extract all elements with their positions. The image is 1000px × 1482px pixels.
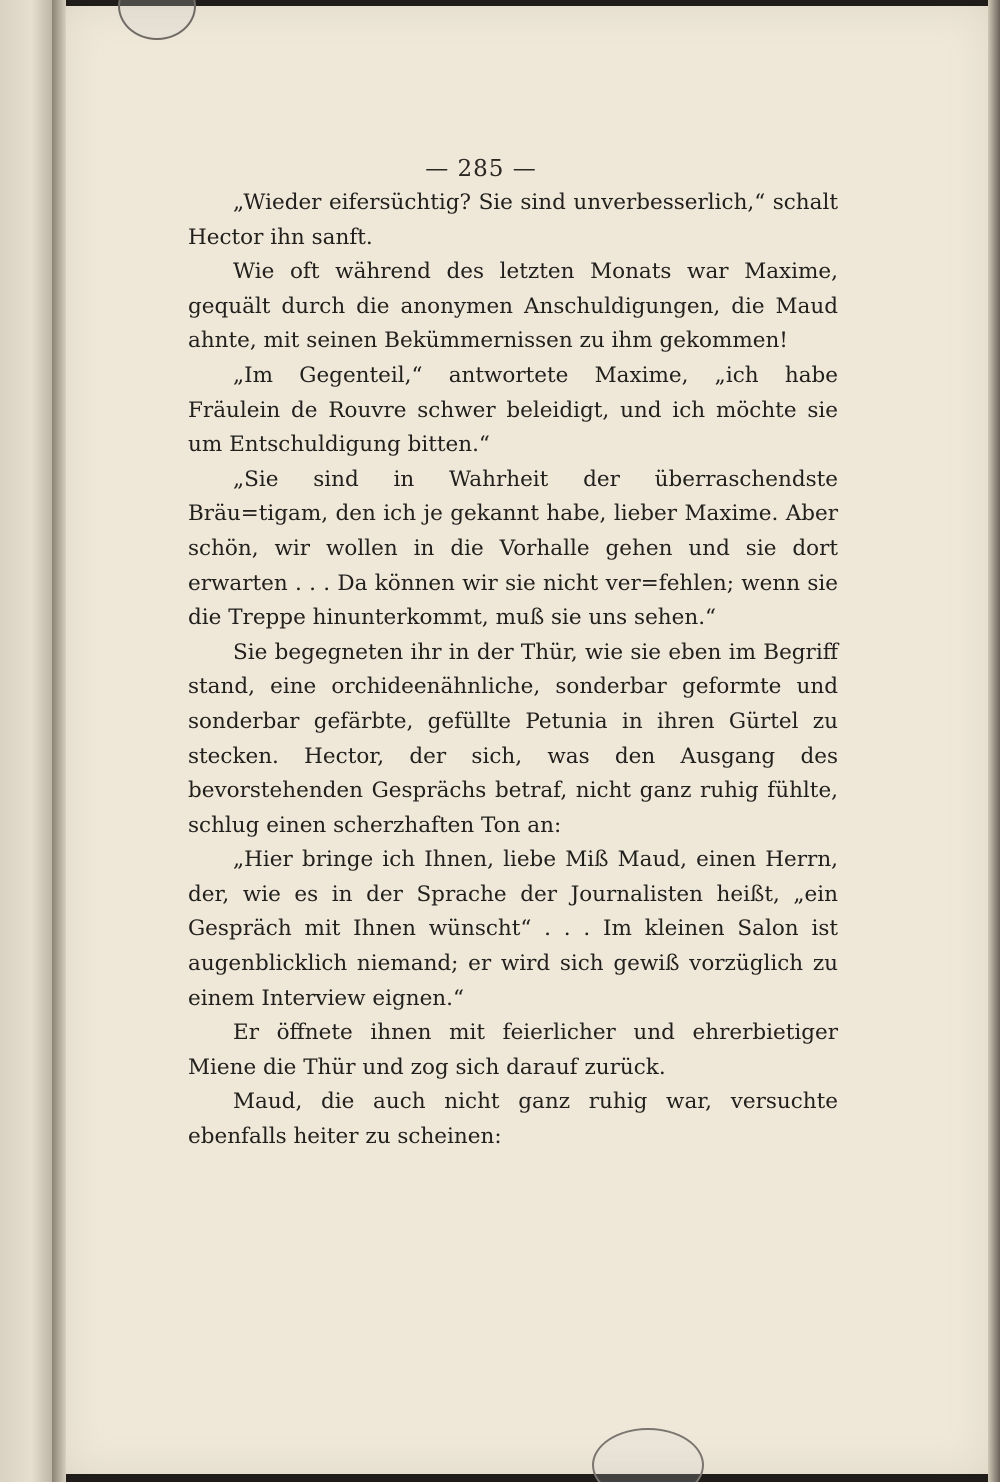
page-number: — 285 — bbox=[425, 156, 537, 182]
book-page bbox=[66, 6, 988, 1474]
paragraph: Maud, die auch nicht ganz ruhig war, versuchte ebenfalls heiter zu scheinen: bbox=[188, 1089, 838, 1150]
paragraph: Sie begegneten ihr in der Thür, wie sie eben im Begriff stand, eine orchideenähnliche, sonderbar geformte und sonderbar gefärbte, gefüllte Petunia in ihren Gürtel zu stecken. Hector, der sich, was den Ausgang des bevorstehenden Gesprächs betraf, nicht ganz ruhig fühlte, schlug einen scherzhaften Ton an: bbox=[188, 639, 838, 838]
paragraph: „Im Gegenteil,“ antwortete Maxime, „ich habe Fräulein de Rouvre schwer beleidigt, und ich möchte sie um Entschuldigung bitten.“ bbox=[188, 362, 838, 458]
paragraph: „Wieder eifersüchtig? Sie sind unverbesserlich,“ schalt Hector ihn sanft. bbox=[188, 190, 838, 250]
book-gutter bbox=[52, 0, 66, 1482]
paragraph: Er öffnete ihnen mit feierlicher und ehrerbietiger Miene die Thür und zog sich darauf zurück. bbox=[188, 1020, 838, 1080]
paragraph: „Sie sind in Wahrheit der überraschendste Bräu=tigam, den ich je gekannt habe, lieber Maxime. Aber schön, wir wollen in die Vorhalle gehen und sie dort erwarten . . . Da können wir sie nicht ver=fehlen; wenn sie die Treppe hinunterkommt, muß sie uns sehen.“ bbox=[188, 466, 838, 631]
body-text bbox=[188, 186, 838, 1155]
previous-page-edge bbox=[0, 0, 53, 1482]
paragraph: Wie oft während des letzten Monats war Maxime, gequält durch die anonymen Anschuldigungen, die Maud ahnte, mit seinen Bekümmernissen zu ihm gekommen! bbox=[188, 259, 838, 354]
paragraph: „Hier bringe ich Ihnen, liebe Miß Maud, einen Herrn, der, wie es in der Sprache der Journalisten heißt, „ein Gespräch mit Ihnen wünscht“ . . . Im kleinen Salon ist augenblicklich niemand; er wird sich gewiß vorzüglich zu einem Interview eignen.“ bbox=[188, 847, 838, 1011]
page-right-edge bbox=[988, 0, 1000, 1482]
